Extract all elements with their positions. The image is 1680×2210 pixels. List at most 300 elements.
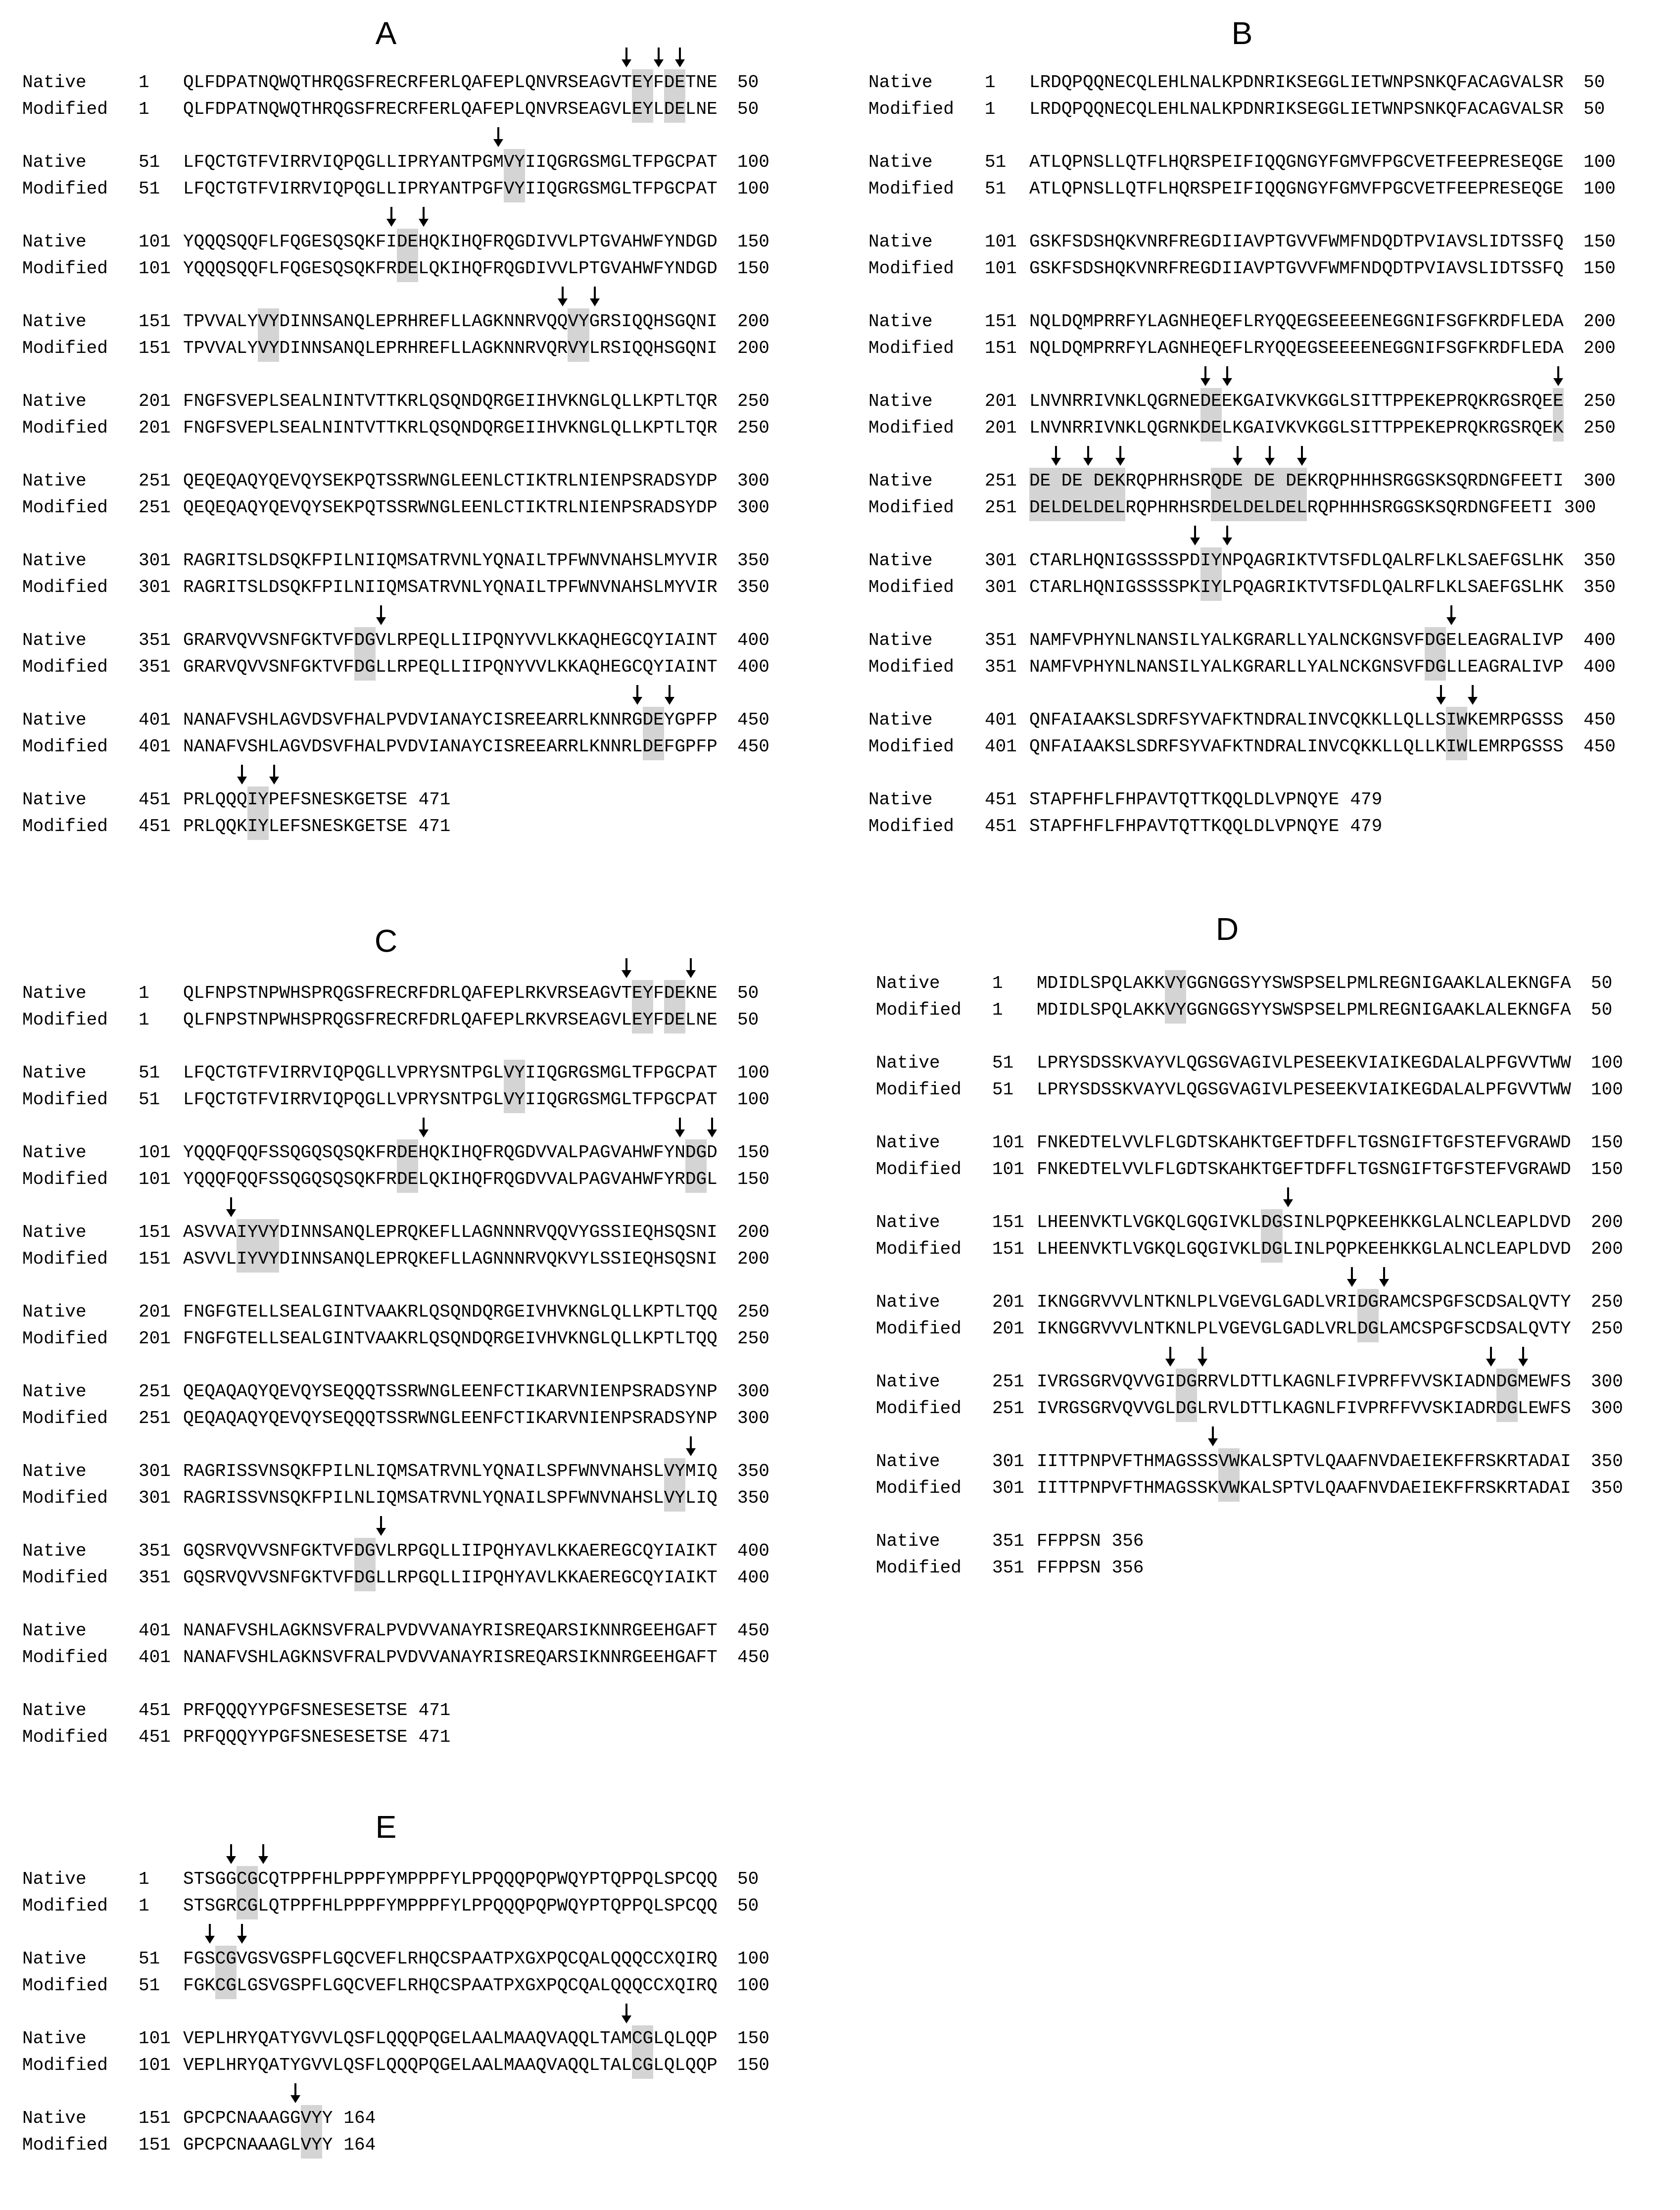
residue: S xyxy=(1521,232,1532,252)
residue: K xyxy=(642,1328,654,1349)
residue: D xyxy=(1467,497,1478,518)
residue: C xyxy=(674,1089,685,1110)
residue: V xyxy=(610,1169,622,1189)
residue: E xyxy=(311,258,322,279)
residue: G xyxy=(600,258,611,279)
residue: L xyxy=(1079,1000,1090,1020)
residue: Q xyxy=(236,1169,247,1189)
residue: F xyxy=(1421,1132,1432,1153)
residue: Q xyxy=(333,258,343,279)
residue: Y xyxy=(578,1869,589,1889)
residue: G xyxy=(482,1222,493,1242)
residue: A xyxy=(279,1621,290,1641)
residue: N xyxy=(311,1700,322,1720)
residue: V xyxy=(333,1541,343,1561)
residue: P xyxy=(1432,1292,1443,1312)
row-label: Native xyxy=(22,710,87,730)
highlighted-residue: E xyxy=(1232,468,1243,494)
residue: G xyxy=(503,1302,515,1322)
highlighted-residue: W xyxy=(1457,734,1468,760)
residue: P xyxy=(707,710,718,730)
residue: E xyxy=(472,1381,482,1402)
residue: V xyxy=(396,1647,408,1668)
residue: E xyxy=(1467,179,1478,199)
residue: E xyxy=(1389,1000,1400,1020)
residue: F xyxy=(642,179,654,199)
residue: A xyxy=(674,1541,685,1561)
residue: K xyxy=(642,418,654,438)
residue: A xyxy=(333,338,343,358)
residue: D xyxy=(1051,72,1061,93)
start-number: 351 xyxy=(985,630,1017,650)
residue: T xyxy=(1432,1132,1443,1153)
residue: Q xyxy=(696,2055,707,2075)
residue: D xyxy=(1560,1159,1571,1179)
residue: T xyxy=(1542,471,1553,491)
residue: S xyxy=(1485,1478,1496,1498)
residue: E xyxy=(333,1381,343,1402)
residue: D xyxy=(1079,1159,1090,1179)
residue: L xyxy=(1517,1398,1529,1419)
residue: F xyxy=(1293,1132,1304,1153)
end-number: 100 xyxy=(1591,1080,1623,1100)
residue: Q xyxy=(236,630,247,650)
residue: N xyxy=(1464,1212,1475,1232)
residue: F xyxy=(343,1568,354,1588)
row-label: Native xyxy=(22,471,87,491)
residue: S xyxy=(1371,497,1382,518)
residue: K xyxy=(1154,1212,1165,1232)
residue: R xyxy=(407,1949,419,1969)
residue: D xyxy=(1211,258,1222,279)
residue: V xyxy=(1101,1319,1112,1339)
start-number: 51 xyxy=(992,1080,1014,1100)
residue: V xyxy=(418,1647,429,1668)
residue: S xyxy=(1079,1531,1090,1551)
residue: I xyxy=(279,179,290,199)
residue: Y xyxy=(429,179,440,199)
residue: V xyxy=(1542,630,1553,650)
residue: Q xyxy=(1136,99,1147,119)
end-number: 164 xyxy=(343,2108,376,2128)
residue: L xyxy=(1165,1159,1176,1179)
highlighted-residue: D xyxy=(1029,494,1040,521)
residue: Y xyxy=(450,1896,461,1916)
residue: C xyxy=(1410,1292,1422,1312)
residue: K xyxy=(300,1621,312,1641)
residue: V xyxy=(1253,232,1265,252)
residue: G xyxy=(1207,1212,1219,1232)
residue: P xyxy=(418,1896,429,1916)
residue: L xyxy=(193,72,205,93)
residue: Q xyxy=(493,630,504,650)
residue: R xyxy=(226,1896,237,1916)
residue: S xyxy=(1521,258,1532,279)
residue: R xyxy=(1499,657,1510,677)
residue: S xyxy=(1531,258,1542,279)
residue: N xyxy=(503,630,515,650)
residue: N xyxy=(610,1488,622,1508)
residue: V xyxy=(1328,737,1340,757)
highlighted-residue: Y xyxy=(514,176,525,202)
residue: I xyxy=(685,1975,696,1996)
residue: V xyxy=(1549,1239,1561,1259)
residue: A xyxy=(439,737,450,757)
residue: T xyxy=(1382,391,1393,411)
residue: I xyxy=(472,630,482,650)
residue: Q xyxy=(568,2055,578,2075)
residue: E xyxy=(1368,1212,1379,1232)
residue: S xyxy=(247,1488,258,1508)
residue: A xyxy=(300,391,312,411)
highlighted-residue: I xyxy=(247,813,258,840)
residue: Y xyxy=(1104,657,1115,677)
sequence xyxy=(1029,574,1564,601)
residue: R xyxy=(1101,1398,1112,1419)
residue: G xyxy=(226,1869,237,1889)
residue: K xyxy=(396,391,408,411)
residue: K xyxy=(535,1381,547,1402)
residue: F xyxy=(642,1063,654,1083)
residue: A xyxy=(333,1222,343,1242)
residue: N xyxy=(236,2108,247,2128)
residue: Q xyxy=(707,1975,718,1996)
residue: S xyxy=(1189,471,1200,491)
highlighted-residue: D xyxy=(1261,1209,1272,1236)
residue: P xyxy=(685,1089,696,1110)
residue: F xyxy=(289,1568,301,1588)
residue: S xyxy=(226,232,237,252)
residue: L xyxy=(268,418,280,438)
residue: P xyxy=(578,1142,589,1163)
residue: K xyxy=(1442,1451,1454,1472)
residue: C xyxy=(1475,1292,1486,1312)
residue: D xyxy=(407,1621,419,1641)
residue: P xyxy=(1093,338,1104,358)
residue: G xyxy=(322,1328,333,1349)
highlighted-residue: Y xyxy=(643,1007,654,1033)
residue: N xyxy=(1253,99,1265,119)
start-number: 151 xyxy=(139,338,171,358)
residue: L xyxy=(1528,1239,1539,1259)
residue: E xyxy=(1325,1080,1336,1100)
residue: A xyxy=(621,1142,632,1163)
residue: K xyxy=(396,1302,408,1322)
residue: S xyxy=(268,1169,280,1189)
residue: F xyxy=(482,1142,493,1163)
row-label: Modified xyxy=(22,1647,108,1668)
residue: E xyxy=(1200,338,1211,358)
residue: G xyxy=(1392,338,1403,358)
arrow-down-icon xyxy=(375,1515,387,1537)
residue: L xyxy=(365,1461,376,1481)
residue: P xyxy=(193,311,205,332)
highlighted-residue: D xyxy=(354,627,365,654)
highlighted-residue: Y xyxy=(643,980,654,1007)
residue: G xyxy=(1068,1292,1080,1312)
residue: L xyxy=(472,1461,482,1481)
highlighted-residue: G xyxy=(226,1972,237,1999)
residue: I xyxy=(396,179,408,199)
residue: A xyxy=(1147,657,1158,677)
residue: L xyxy=(268,1302,280,1322)
residue: L xyxy=(1453,1080,1464,1100)
residue: Q xyxy=(215,232,226,252)
residue: L xyxy=(1122,973,1133,993)
arrow-down-icon xyxy=(706,1117,718,1138)
residue: R xyxy=(514,1647,526,1668)
residue: Q xyxy=(386,1461,397,1481)
residue: Q xyxy=(493,577,504,597)
highlighted-residue: G xyxy=(696,1166,707,1193)
residue: P xyxy=(472,1896,482,1916)
highlighted-residue: V xyxy=(1165,970,1176,997)
row-label: Modified xyxy=(868,816,954,836)
residue: T xyxy=(1261,1159,1272,1179)
residue: L xyxy=(311,1302,322,1322)
residue: A xyxy=(1560,973,1571,993)
residue: H xyxy=(1082,816,1094,836)
residue: G xyxy=(1272,1159,1283,1179)
residue: F xyxy=(204,1700,215,1720)
residue: Q xyxy=(204,1381,215,1402)
highlighted-residue: D xyxy=(397,229,408,255)
residue: E xyxy=(610,1541,622,1561)
residue: P xyxy=(386,1249,397,1269)
residue: Y xyxy=(311,1381,322,1402)
residue: Q xyxy=(503,1169,515,1189)
residue: Q xyxy=(1467,391,1478,411)
residue: V xyxy=(1111,1451,1122,1472)
residue: D xyxy=(707,1142,718,1163)
residue: Q xyxy=(546,1249,557,1269)
residue: F xyxy=(183,418,194,438)
residue: I xyxy=(525,152,536,172)
residue: C xyxy=(1410,1319,1422,1339)
residue: P xyxy=(1346,973,1357,993)
residue: G xyxy=(1510,577,1521,597)
residue: R xyxy=(418,1089,429,1110)
residue: G xyxy=(1456,338,1468,358)
residue: E xyxy=(1382,311,1393,332)
highlighted-residue: E xyxy=(632,1007,643,1033)
residue: N xyxy=(610,550,622,571)
residue: P xyxy=(1101,1000,1112,1020)
residue: A xyxy=(183,1249,194,1269)
residue: Q xyxy=(1029,737,1040,757)
residue: Q xyxy=(247,1142,258,1163)
residue: G xyxy=(1307,338,1318,358)
residue: S xyxy=(568,1621,578,1641)
residue: I xyxy=(461,630,472,650)
residue: V xyxy=(258,1541,269,1561)
residue: Y xyxy=(1104,630,1115,650)
residue: Y xyxy=(578,1249,589,1269)
residue: A xyxy=(1453,1000,1464,1020)
residue: C xyxy=(1029,577,1040,597)
residue: N xyxy=(1189,72,1200,93)
residue: Y xyxy=(1250,973,1261,993)
residue: N xyxy=(1157,657,1168,677)
row-label: Native xyxy=(22,1063,87,1083)
residue: L xyxy=(1051,152,1061,172)
residue: A xyxy=(1264,657,1275,677)
residue: L xyxy=(1424,710,1436,730)
residue: E xyxy=(322,816,333,836)
residue: Q xyxy=(1403,710,1414,730)
residue: X xyxy=(514,1975,526,1996)
residue: V xyxy=(1229,1080,1240,1100)
residue: S xyxy=(322,1169,333,1189)
residue: P xyxy=(1328,497,1340,518)
residue: C xyxy=(1403,179,1414,199)
residue: A xyxy=(514,2055,526,2075)
residue: S xyxy=(193,1249,205,1269)
residue: D xyxy=(1240,1372,1250,1392)
residue: L xyxy=(621,2055,632,2075)
residue: Y xyxy=(472,1621,482,1641)
residue: F xyxy=(1456,99,1468,119)
residue: Q xyxy=(183,1408,194,1428)
residue: S xyxy=(1293,1000,1304,1020)
residue: R xyxy=(215,657,226,677)
residue: A xyxy=(1253,550,1265,571)
end-number: 350 xyxy=(737,577,769,597)
residue: G xyxy=(204,1461,215,1481)
residue: G xyxy=(1261,1292,1272,1312)
residue: L xyxy=(183,152,194,172)
residue: P xyxy=(1232,99,1243,119)
residue: P xyxy=(1293,1080,1304,1100)
highlighted-residue: C xyxy=(632,2052,643,2079)
highlighted-residue: Y xyxy=(258,786,269,813)
residue: Q xyxy=(429,258,440,279)
residue: N xyxy=(1104,577,1115,597)
start-number: 201 xyxy=(985,391,1017,411)
residue: G xyxy=(557,179,568,199)
residue: T xyxy=(707,1621,718,1641)
residue: I xyxy=(461,1541,472,1561)
residue: G xyxy=(204,418,215,438)
residue: N xyxy=(300,1249,312,1269)
residue: K xyxy=(311,657,322,677)
sequence xyxy=(183,1866,718,1893)
residue: E xyxy=(193,2055,205,2075)
residue: N xyxy=(503,1461,515,1481)
residue: G xyxy=(1403,497,1414,518)
residue: F xyxy=(365,983,376,1003)
residue: Q xyxy=(247,471,258,491)
residue: T xyxy=(600,1869,611,1889)
residue: M xyxy=(396,1896,408,1916)
residue: Q xyxy=(247,1169,258,1189)
residue: M xyxy=(1051,630,1061,650)
residue: Q xyxy=(1072,311,1083,332)
residue: G xyxy=(1328,418,1340,438)
residue: K xyxy=(568,1302,578,1322)
residue: S xyxy=(204,1869,215,1889)
residue: A xyxy=(1507,1319,1518,1339)
row-label: Modified xyxy=(22,338,108,358)
residue: A xyxy=(236,497,247,518)
residue: P xyxy=(546,1896,557,1916)
residue: G xyxy=(439,2055,450,2075)
residue: V xyxy=(685,577,696,597)
residue: P xyxy=(1232,577,1243,597)
residue: L xyxy=(450,657,461,677)
residue: F xyxy=(1061,630,1072,650)
residue: A xyxy=(557,1142,568,1163)
residue: P xyxy=(1082,630,1094,650)
residue: G xyxy=(1282,1292,1294,1312)
residue: Q xyxy=(204,232,215,252)
residue: G xyxy=(1442,1159,1454,1179)
residue: T xyxy=(247,179,258,199)
residue: W xyxy=(1560,1053,1571,1073)
residue: F xyxy=(258,232,269,252)
residue: S xyxy=(568,72,578,93)
end-number: 350 xyxy=(1591,1478,1623,1498)
residue: E xyxy=(1414,418,1425,438)
residue: G xyxy=(1218,973,1229,993)
residue: N xyxy=(589,1461,600,1481)
residue: T xyxy=(375,418,386,438)
residue: D xyxy=(1360,577,1372,597)
residue: I xyxy=(226,577,237,597)
residue: G xyxy=(1229,1000,1240,1020)
residue: A xyxy=(204,657,215,677)
residue: R xyxy=(557,72,568,93)
residue: N xyxy=(215,983,226,1003)
residue: N xyxy=(450,1063,461,1083)
residue: Q xyxy=(258,2055,269,2075)
residue: S xyxy=(1314,1080,1326,1100)
highlighted-residue: D xyxy=(1176,1369,1187,1395)
start-number: 451 xyxy=(139,1727,171,1747)
residue: A xyxy=(1442,1000,1454,1020)
residue: Y xyxy=(514,1568,526,1588)
residue: C xyxy=(674,179,685,199)
residue: E xyxy=(1328,338,1340,358)
residue: V xyxy=(1250,1319,1261,1339)
row-label: Native xyxy=(868,471,933,491)
residue: G xyxy=(1264,550,1275,571)
residue: K xyxy=(696,1541,707,1561)
residue: G xyxy=(610,1063,622,1083)
residue: L xyxy=(1147,72,1158,93)
arrow-down-icon xyxy=(1552,365,1564,387)
residue: H xyxy=(461,1169,472,1189)
residue: P xyxy=(1414,232,1425,252)
end-number: 300 xyxy=(737,1381,769,1402)
residue: V xyxy=(1424,232,1436,252)
residue: N xyxy=(1175,1292,1187,1312)
row-label: Modified xyxy=(22,1010,108,1030)
residue: P xyxy=(183,816,194,836)
residue: X xyxy=(535,1949,547,1969)
row-label: Modified xyxy=(876,1319,961,1339)
highlighted-residue: D xyxy=(1425,654,1436,681)
residue: G xyxy=(1303,1398,1315,1419)
residue: D xyxy=(1542,311,1553,332)
sequence xyxy=(183,255,718,282)
residue: Q xyxy=(631,311,643,332)
residue: K xyxy=(1240,1212,1250,1232)
residue: E xyxy=(1336,1053,1347,1073)
residue: G xyxy=(1200,258,1211,279)
residue: K xyxy=(1410,1239,1422,1259)
residue: W xyxy=(1382,99,1393,119)
